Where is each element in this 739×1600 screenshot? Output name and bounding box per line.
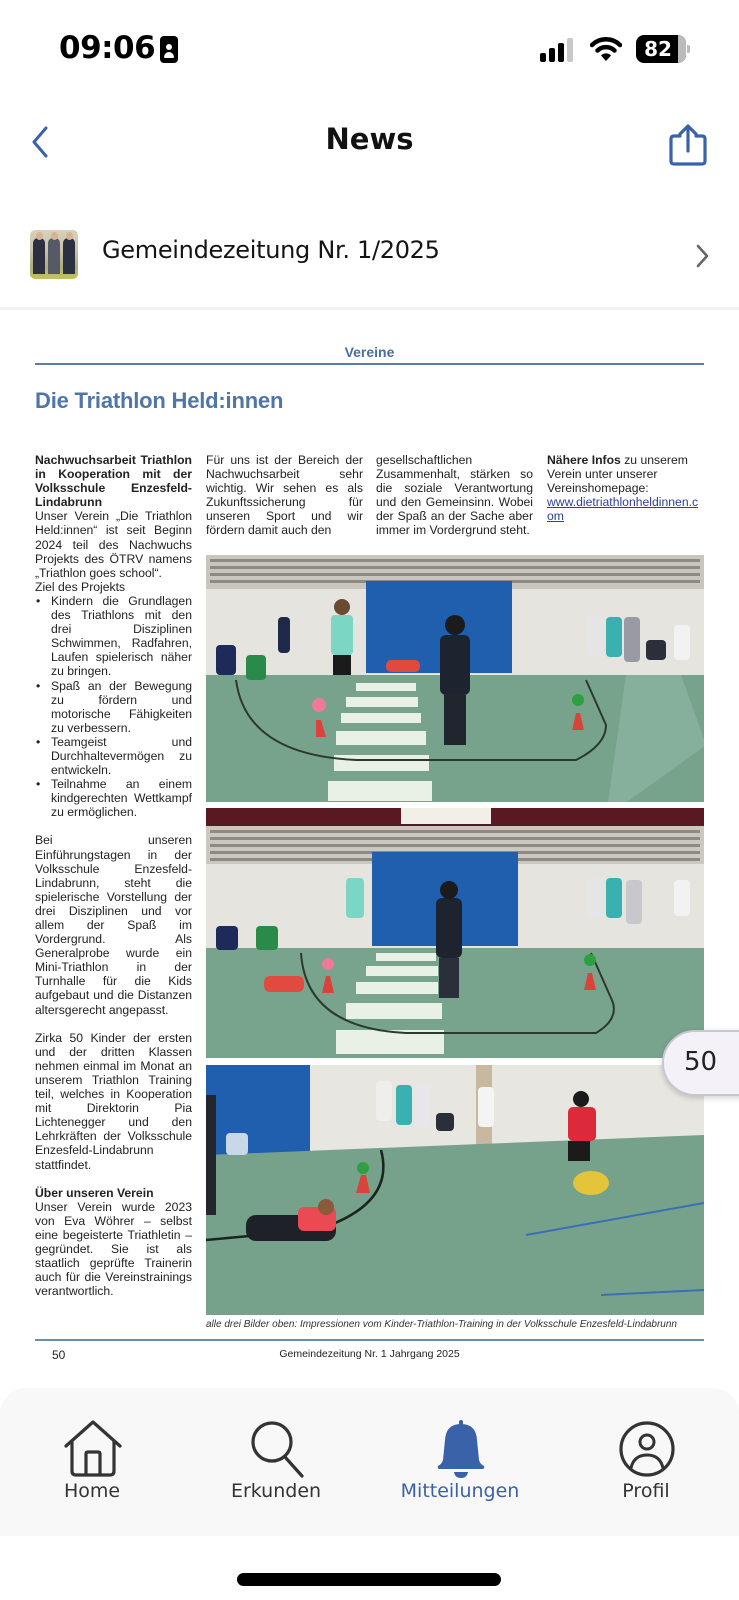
- document-row[interactable]: [0, 218, 739, 294]
- share-button[interactable]: [668, 124, 708, 166]
- section-rule: [35, 363, 704, 365]
- document-title: Gemeindezeitung Nr. 1/2025: [102, 236, 440, 264]
- paragraph: Für uns ist der Bereich der Nachwuchsarbeit sehr wichtig. Wir sehen es als Zukunftssicherung für unseren Sport und wir fördern damit auch den: [206, 453, 363, 538]
- footer-rule: [35, 1339, 704, 1341]
- article-photo-3: [206, 1065, 704, 1315]
- status-time: 09:06: [59, 30, 156, 66]
- status-bar: [0, 0, 739, 100]
- info-text: zu unserem Verein unter unserer Vereinshomepage:: [547, 453, 688, 496]
- article-photo-1: [206, 555, 704, 802]
- paragraph: Bei unseren Einführungstagen in der Volksschule Enzesfeld-Lindabrunn, steht die spielerische Vorstellung der drei Disziplinen und vor allem der Spaß im Vordergrund. Als Generalprobe wurde ein Mini-Triathlon in der Turnhalle für die Kids aufgebaut und die Distanzen altersgerecht angepasst.: [35, 833, 192, 1017]
- section-label: Vereine: [344, 344, 395, 360]
- goals-label: Ziel des Projekts: [35, 579, 126, 594]
- pdf-page-viewer[interactable]: [0, 310, 739, 1380]
- home-indicator[interactable]: [237, 1573, 501, 1586]
- goal-item: • Kindern die Grundlagen des Triathlons mit den drei Disziplinen Schwimmen, Radfahren, Laufen spielerisch näher zu bringen.: [35, 594, 192, 679]
- search-icon: [246, 1418, 308, 1480]
- wifi-icon: [590, 36, 622, 62]
- tab-explore[interactable]: [201, 1388, 351, 1518]
- page-number-badge[interactable]: [662, 1030, 739, 1096]
- battery-icon: [636, 35, 688, 63]
- page-number: 50: [684, 1047, 718, 1077]
- page-title: News: [325, 122, 414, 156]
- goals-list: [35, 594, 192, 820]
- profile-icon: [616, 1418, 678, 1480]
- intro-paragraph: Unser Verein „Die Triathlon Held:innen“ ist seit Beginn 2024 teil des Nachwuchs Projekts des ÖTRV namens „Triathlon goes school“.: [35, 509, 192, 580]
- article-column-2: [206, 453, 363, 538]
- article-column-4: [547, 453, 704, 523]
- cellular-signal-icon: [540, 38, 576, 62]
- tab-profile[interactable]: [571, 1388, 721, 1518]
- website-link[interactable]: www.dietriathlonheldinnen.com: [547, 495, 699, 524]
- tab-label: Profil: [622, 1480, 670, 1502]
- goal-item: • Teamgeist und Durchhaltevermögen zu entwickeln.: [35, 735, 192, 777]
- photo-caption: alle drei Bilder oben: Impressionen vom Kinder-Triathlon-Training in der Volksschule Enzesfeld-Lindabrunn: [206, 1319, 677, 1330]
- article-column-3: [376, 453, 533, 538]
- column-heading: Nachwuchsarbeit Triathlon in Kooperation mit der Volksschule Enzesfeld-Lindabrunn: [35, 453, 192, 510]
- article-column-1: [35, 453, 192, 1298]
- goal-item: • Spaß an der Bewegung zu fördern und motorische Fähigkeiten zu verbessern.: [35, 679, 192, 735]
- back-button[interactable]: [26, 122, 56, 162]
- article-title: Die Triathlon Held:innen: [35, 388, 284, 413]
- tab-label: Mitteilungen: [400, 1480, 520, 1502]
- goal-item: • Teilnahme an einem kindgerechten Wettkampf zu ermöglichen.: [35, 777, 192, 819]
- footer-page-number: 50: [52, 1348, 66, 1362]
- home-icon: [62, 1418, 124, 1480]
- bell-icon: [430, 1418, 492, 1480]
- info-label: Nähere Infos: [547, 453, 621, 467]
- tab-label: Home: [63, 1480, 121, 1502]
- about-paragraph: Unser Verein wurde 2023 von Eva Wöhrer – selbst eine begeisterte Triathletin – gegründet. Sie ist als staatlich geprüfte Trainerin auch für die Vereinstrainings verantwortlich.: [35, 1199, 192, 1299]
- paragraph: Zirka 50 Kinder der ersten und der dritten Klassen nehmen einmal im Monat an unserem Triathlon Training teil, welches in Kooperation mit Direktorin Pia Lichtenegger und den Lehrkräften der Volksschule Enzesfeld-Lindabrunn stattfindet.: [35, 1030, 192, 1172]
- tab-home[interactable]: [17, 1388, 167, 1518]
- tab-label: Erkunden: [230, 1480, 322, 1502]
- tab-notifications[interactable]: [385, 1388, 535, 1518]
- tab-bar: [0, 1388, 739, 1536]
- footer-publication: Gemeindezeitung Nr. 1 Jahrgang 2025: [279, 1348, 460, 1360]
- paragraph: gesellschaftlichen Zusammenhalt, stärken so die soziale Verantwortung und den Gemeinsinn. Wobei der Spaß an der Sache aber immer im Vordergrund steht.: [376, 453, 533, 538]
- about-heading: Über unseren Verein: [35, 1185, 154, 1200]
- document-thumbnail: [30, 230, 78, 279]
- chevron-right-icon: [692, 240, 712, 272]
- focus-person-icon: [160, 36, 178, 63]
- battery-percent: 82: [644, 37, 672, 61]
- article-photo-2: [206, 808, 704, 1058]
